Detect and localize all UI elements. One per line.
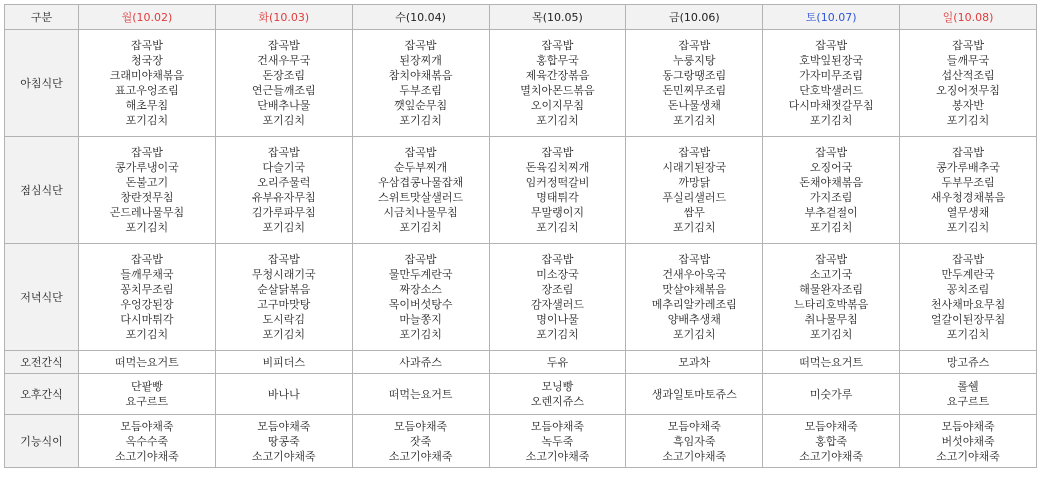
menu-item: 소고기야채죽	[799, 449, 864, 463]
menu-item: 포기김치	[946, 114, 990, 127]
menu-item: 건새우무국	[257, 54, 311, 67]
menu-item: 까망닭	[678, 176, 711, 189]
row-breakfast	[5, 30, 1037, 137]
menu-item: 잡곡밥	[404, 146, 437, 159]
row-label-lunch: 점심식단	[5, 137, 79, 244]
menu-item: 오리주물럭	[257, 176, 311, 189]
menu-item: 옥수수죽	[125, 434, 169, 448]
menu-item: 도시락김	[262, 313, 306, 326]
menu-item: 잡곡밥	[404, 253, 437, 266]
menu-item: 잡곡밥	[267, 253, 300, 266]
menu-item: 잡곡밥	[267, 146, 300, 159]
menu-item: 롤쉘	[957, 380, 979, 393]
menu-item: 오렌지쥬스	[530, 395, 585, 408]
menu-item: 비피더스	[262, 355, 306, 369]
menu-item: 모듬야채죽	[941, 419, 995, 433]
menu-item: 시래기된장국	[662, 161, 727, 174]
day-header-tue: 화(10.03)	[215, 5, 352, 30]
menu-item: 열무생채	[946, 206, 990, 219]
menu-item: 맛살야채볶음	[662, 283, 727, 296]
menu-item: 청국장	[130, 54, 163, 67]
menu-item: 소고기야채죽	[662, 449, 727, 463]
menu-item: 임커정떡갈비	[525, 176, 590, 189]
menu-cell-dinner-thu	[489, 244, 626, 351]
menu-item: 건새우아욱국	[662, 268, 727, 281]
day-header-sun: 일(10.08)	[900, 5, 1037, 30]
menu-item: 소고기야채죽	[525, 449, 590, 463]
menu-item: 시금치나물무침	[383, 206, 458, 219]
menu-item: 잣죽	[409, 434, 432, 448]
menu-item: 멸치아몬드볶음	[520, 84, 595, 97]
menu-item: 포기김치	[125, 328, 169, 341]
menu-cell-lunch-wed	[352, 137, 489, 244]
menu-item: 사과쥬스	[399, 355, 442, 369]
menu-item: 돈채야채볶음	[799, 176, 864, 189]
menu-item: 얼갈이된장무침	[930, 313, 1006, 326]
menu-item: 포기김치	[946, 328, 990, 341]
menu-item: 포기김치	[536, 328, 579, 341]
menu-cell-breakfast-tue	[215, 30, 352, 137]
menu-item: 요구르트	[125, 395, 169, 408]
menu-cell-morning-snack-sat	[763, 351, 900, 374]
menu-item: 포기김치	[399, 114, 442, 127]
menu-item: 땅콩죽	[267, 434, 300, 448]
menu-item: 오이지무침	[530, 99, 585, 112]
menu-item: 홍합죽	[815, 434, 848, 448]
menu-item: 떠먹는요거트	[115, 355, 179, 369]
menu-item: 포기김치	[809, 328, 853, 341]
menu-item: 잡곡밥	[541, 253, 574, 266]
menu-item: 천사채마요무침	[930, 298, 1006, 311]
menu-item: 미숫가루	[809, 387, 853, 401]
menu-item: 부추겉절이	[804, 206, 858, 219]
menu-item: 명이나물	[536, 313, 579, 326]
menu-item: 포기김치	[673, 221, 716, 234]
menu-cell-breakfast-mon	[79, 30, 216, 137]
menu-cell-functional-diet-thu	[489, 415, 626, 468]
row-label-afternoon-snack: 오후간식	[5, 374, 79, 415]
day-header-sat: 토(10.07)	[763, 5, 900, 30]
menu-item: 모듬야채죽	[257, 419, 311, 433]
day-header-fri: 금(10.06)	[626, 5, 763, 30]
menu-item: 짜장소스	[399, 283, 442, 296]
menu-cell-lunch-mon	[79, 137, 216, 244]
header-row	[5, 5, 1037, 30]
menu-cell-dinner-mon	[79, 244, 216, 351]
menu-item: 녹두죽	[541, 434, 574, 448]
menu-item: 잡곡밥	[952, 146, 984, 159]
row-morning-snack	[5, 351, 1037, 374]
menu-item: 포기김치	[399, 221, 442, 234]
menu-item: 연근들깨조림	[251, 84, 316, 97]
menu-item: 잡곡밥	[678, 253, 711, 266]
menu-item: 잡곡밥	[130, 39, 163, 52]
menu-item: 생과일토마토쥬스	[651, 387, 737, 401]
menu-item: 잡곡밥	[130, 253, 163, 266]
menu-item: 봉자반	[952, 99, 984, 112]
menu-cell-afternoon-snack-thu	[489, 374, 626, 415]
menu-item: 동그랑땡조림	[662, 69, 727, 82]
menu-item: 오징어젓무침	[936, 84, 1000, 97]
menu-item: 두부무조림	[941, 176, 995, 189]
menu-item: 들깨무국	[946, 54, 990, 67]
menu-item: 흑임자죽	[673, 434, 716, 448]
menu-item: 된장찌개	[399, 54, 442, 67]
row-label-dinner: 저녁식단	[5, 244, 79, 351]
menu-cell-functional-diet-fri	[626, 415, 763, 468]
menu-item: 돈육김치찌개	[525, 161, 590, 174]
menu-item: 잡곡밥	[815, 253, 848, 266]
menu-cell-afternoon-snack-sat	[763, 374, 900, 415]
menu-cell-morning-snack-sun	[900, 351, 1037, 374]
menu-cell-dinner-sat	[763, 244, 900, 351]
menu-item: 돈장조림	[262, 69, 306, 82]
menu-item: 다시마튀각	[120, 313, 174, 326]
menu-cell-lunch-fri	[626, 137, 763, 244]
menu-item: 물만두계란국	[388, 268, 453, 281]
menu-item: 순살닭볶음	[257, 283, 311, 296]
menu-item: 누룽지탕	[673, 54, 716, 67]
menu-item: 고구마맛탕	[257, 298, 311, 311]
menu-cell-afternoon-snack-mon	[79, 374, 216, 415]
menu-item: 무말랭이지	[530, 206, 585, 219]
menu-cell-functional-diet-mon	[79, 415, 216, 468]
menu-item: 잡곡밥	[952, 253, 984, 266]
menu-cell-morning-snack-fri	[626, 351, 763, 374]
menu-item: 포기김치	[946, 221, 990, 234]
menu-item: 무청시래기국	[251, 268, 316, 281]
menu-item: 제육간장볶음	[525, 69, 590, 82]
menu-item: 잡곡밥	[952, 39, 984, 52]
row-lunch	[5, 137, 1037, 244]
menu-item: 크래미야채볶음	[109, 69, 185, 82]
menu-cell-dinner-fri	[626, 244, 763, 351]
menu-item: 돈민찌무조림	[662, 84, 727, 97]
menu-item: 곤드레나물무침	[109, 206, 185, 219]
menu-item: 포기김치	[536, 114, 579, 127]
menu-item: 포기김치	[536, 221, 579, 234]
menu-item: 해물완자조림	[799, 283, 864, 296]
row-functional-diet	[5, 415, 1037, 468]
menu-cell-breakfast-sun	[900, 30, 1037, 137]
menu-cell-morning-snack-thu	[489, 351, 626, 374]
menu-item: 모듬야채죽	[530, 419, 585, 433]
menu-cell-dinner-wed	[352, 244, 489, 351]
menu-item: 포기김치	[262, 328, 306, 341]
menu-item: 표고우엉조림	[115, 84, 179, 97]
weekly-meal-table	[4, 4, 1037, 468]
menu-cell-dinner-sun	[900, 244, 1037, 351]
menu-item: 느타리호박볶음	[793, 298, 869, 311]
menu-item: 잡곡밥	[541, 146, 574, 159]
corner-header: 구분	[5, 5, 79, 30]
menu-item: 스위트맛살샐러드	[378, 191, 464, 204]
menu-cell-afternoon-snack-sun	[900, 374, 1037, 415]
menu-cell-lunch-tue	[215, 137, 352, 244]
menu-item: 잡곡밥	[130, 146, 163, 159]
menu-item: 감자샐러드	[530, 298, 585, 311]
menu-cell-breakfast-thu	[489, 30, 626, 137]
menu-item: 돈불고기	[125, 176, 169, 189]
menu-cell-functional-diet-wed	[352, 415, 489, 468]
menu-item: 우삼겹콩나물잡채	[378, 176, 464, 189]
menu-item: 소고기야채죽	[115, 449, 179, 463]
menu-item: 모닝빵	[541, 380, 574, 393]
menu-item: 메추리알카레조림	[651, 298, 737, 311]
menu-item: 오징어국	[809, 161, 853, 174]
menu-item: 모듬야채죽	[394, 419, 448, 433]
menu-cell-breakfast-sat	[763, 30, 900, 137]
menu-item: 포기김치	[262, 221, 306, 234]
menu-item: 해초무침	[125, 99, 169, 112]
menu-item: 잡곡밥	[541, 39, 574, 52]
menu-item: 포기김치	[673, 328, 716, 341]
menu-item: 소고기야채죽	[936, 449, 1000, 463]
menu-item: 잡곡밥	[404, 39, 437, 52]
menu-item: 만두계란국	[941, 268, 995, 281]
menu-item: 떠먹는요거트	[799, 355, 864, 369]
menu-item: 유부유자무침	[251, 191, 316, 204]
menu-item: 깻잎순무침	[394, 99, 448, 112]
menu-item: 소고기야채죽	[388, 449, 453, 463]
row-label-morning-snack: 오전간식	[5, 351, 79, 374]
menu-item: 참치야채볶음	[388, 69, 453, 82]
menu-cell-dinner-tue	[215, 244, 352, 351]
menu-item: 잡곡밥	[678, 146, 711, 159]
menu-item: 순두부찌개	[394, 161, 448, 174]
menu-item: 버섯야채죽	[941, 434, 995, 448]
menu-item: 잡곡밥	[815, 146, 848, 159]
menu-cell-breakfast-fri	[626, 30, 763, 137]
menu-cell-morning-snack-tue	[215, 351, 352, 374]
menu-item: 포기김치	[673, 114, 716, 127]
menu-cell-lunch-thu	[489, 137, 626, 244]
menu-item: 푸실리샐러드	[662, 191, 727, 204]
menu-item: 떠먹는요거트	[388, 387, 453, 401]
menu-item: 잡곡밥	[678, 39, 711, 52]
menu-item: 가자미무조림	[799, 69, 864, 82]
menu-item: 포기김치	[809, 114, 853, 127]
menu-item: 바나나	[267, 387, 300, 401]
menu-item: 새우청경채볶음	[930, 191, 1006, 204]
menu-item: 포기김치	[125, 114, 169, 127]
menu-item: 단배추나물	[257, 99, 311, 112]
menu-item: 소고기국	[809, 268, 853, 281]
menu-item: 다시마채젓갈무침	[788, 99, 874, 112]
menu-item: 호박잎된장국	[799, 54, 864, 67]
menu-item: 모듬야채죽	[120, 419, 174, 433]
menu-item: 김가루파무침	[251, 206, 316, 219]
menu-item: 망고쥬스	[946, 355, 990, 369]
menu-item: 잡곡밥	[267, 39, 300, 52]
menu-cell-functional-diet-sat	[763, 415, 900, 468]
menu-item: 포기김치	[262, 114, 306, 127]
menu-item: 섭산적조림	[941, 69, 995, 82]
menu-item: 들깨무채국	[120, 268, 174, 281]
menu-cell-lunch-sat	[763, 137, 900, 244]
menu-item: 양배추생채	[667, 313, 721, 326]
menu-item: 우엉강된장	[120, 298, 174, 311]
menu-item: 목이버섯탕수	[388, 298, 453, 311]
menu-cell-afternoon-snack-wed	[352, 374, 489, 415]
menu-item: 쌈무	[683, 206, 705, 219]
day-header-wed: 수(10.04)	[352, 5, 489, 30]
menu-item: 취나물무침	[804, 313, 858, 326]
menu-cell-afternoon-snack-fri	[626, 374, 763, 415]
menu-item: 모듬야채죽	[804, 419, 858, 433]
menu-cell-morning-snack-wed	[352, 351, 489, 374]
menu-item: 모듬야채죽	[667, 419, 721, 433]
menu-cell-functional-diet-sun	[900, 415, 1037, 468]
menu-cell-morning-snack-mon	[79, 351, 216, 374]
menu-item: 잡곡밥	[815, 39, 848, 52]
row-dinner	[5, 244, 1037, 351]
menu-item: 포기김치	[809, 221, 853, 234]
menu-item: 단팥빵	[130, 380, 163, 393]
row-afternoon-snack	[5, 374, 1037, 415]
menu-item: 포기김치	[125, 221, 169, 234]
menu-item: 꽁치조림	[946, 283, 990, 296]
menu-item: 홍합무국	[536, 54, 579, 67]
menu-item: 장조림	[541, 283, 574, 296]
menu-item: 두유	[546, 355, 569, 369]
menu-item: 창란젓무침	[120, 191, 174, 204]
menu-item: 다슬기국	[262, 161, 306, 174]
menu-item: 콩가루배추국	[936, 161, 1000, 174]
menu-cell-breakfast-wed	[352, 30, 489, 137]
menu-cell-functional-diet-tue	[215, 415, 352, 468]
menu-item: 단호박샐러드	[799, 84, 864, 97]
menu-item: 돈나물생채	[667, 99, 721, 112]
row-label-functional-diet: 기능식이	[5, 415, 79, 468]
menu-item: 꽁치무조림	[120, 283, 174, 296]
day-header-thu: 목(10.05)	[489, 5, 626, 30]
menu-item: 미소장국	[536, 268, 579, 281]
menu-item: 명태튀각	[536, 191, 579, 204]
menu-item: 두부조림	[399, 84, 442, 97]
menu-item: 요구르트	[946, 395, 990, 408]
menu-item: 포기김치	[399, 328, 442, 341]
menu-item: 마늘쫑지	[399, 313, 442, 326]
menu-item: 가지조림	[809, 191, 853, 204]
menu-item: 콩가루냉이국	[115, 161, 179, 174]
menu-cell-lunch-sun	[900, 137, 1037, 244]
day-header-mon: 월(10.02)	[79, 5, 216, 30]
row-label-breakfast: 아침식단	[5, 30, 79, 137]
menu-item: 소고기야채죽	[251, 449, 316, 463]
menu-cell-afternoon-snack-tue	[215, 374, 352, 415]
menu-item: 모과차	[678, 355, 711, 369]
